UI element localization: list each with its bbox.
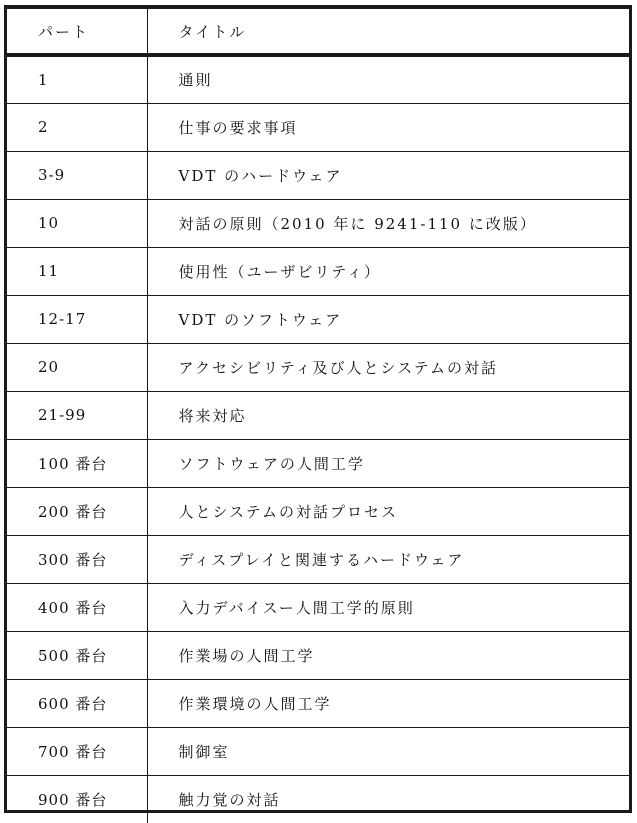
parts-table-frame	[4, 5, 632, 813]
row-part: 2	[7, 103, 147, 151]
table-row	[7, 727, 629, 775]
row-title: アクセシビリティ及び人とシステムの対話	[147, 343, 629, 391]
table-row	[7, 103, 629, 151]
row-title: 将来対応	[147, 391, 629, 439]
row-part: 400 番台	[7, 583, 147, 631]
row-title: 作業場の人間工学	[147, 631, 629, 679]
row-part: 900 番台	[7, 775, 147, 823]
row-part: 200 番台	[7, 487, 147, 535]
table-row	[7, 583, 629, 631]
table-row	[7, 343, 629, 391]
table-row	[7, 439, 629, 487]
row-title: ソフトウェアの人間工学	[147, 439, 629, 487]
table-row	[7, 775, 629, 823]
table-row	[7, 295, 629, 343]
table-row	[7, 247, 629, 295]
row-part: 20	[7, 343, 147, 391]
row-title: VDT のハードウェア	[147, 151, 629, 199]
parts-table	[7, 9, 629, 823]
header-title: タイトル	[147, 9, 629, 55]
table-row	[7, 55, 629, 103]
row-title: 制御室	[147, 727, 629, 775]
row-title: VDT のソフトウェア	[147, 295, 629, 343]
row-title: ディスプレイと関連するハードウェア	[147, 535, 629, 583]
table-row	[7, 487, 629, 535]
table-header-row	[7, 9, 629, 55]
row-title: 作業環境の人間工学	[147, 679, 629, 727]
row-part: 12-17	[7, 295, 147, 343]
row-part: 21-99	[7, 391, 147, 439]
row-title: 対話の原則（2010 年に 9241-110 に改版）	[147, 199, 629, 247]
row-part: 700 番台	[7, 727, 147, 775]
row-part: 600 番台	[7, 679, 147, 727]
row-part: 11	[7, 247, 147, 295]
row-part: 1	[7, 55, 147, 103]
row-title: 通則	[147, 55, 629, 103]
row-title: 仕事の要求事項	[147, 103, 629, 151]
row-part: 100 番台	[7, 439, 147, 487]
row-part: 300 番台	[7, 535, 147, 583]
row-title: 入力デバイスー人間工学的原則	[147, 583, 629, 631]
header-part: パート	[7, 9, 147, 55]
row-title: 使用性（ユーザビリティ）	[147, 247, 629, 295]
row-title: 人とシステムの対話プロセス	[147, 487, 629, 535]
row-part: 500 番台	[7, 631, 147, 679]
row-part: 3-9	[7, 151, 147, 199]
table-row	[7, 151, 629, 199]
table-row	[7, 535, 629, 583]
table-row	[7, 679, 629, 727]
row-title: 触力覚の対話	[147, 775, 629, 823]
table-row	[7, 631, 629, 679]
table-row	[7, 199, 629, 247]
table-row	[7, 391, 629, 439]
row-part: 10	[7, 199, 147, 247]
